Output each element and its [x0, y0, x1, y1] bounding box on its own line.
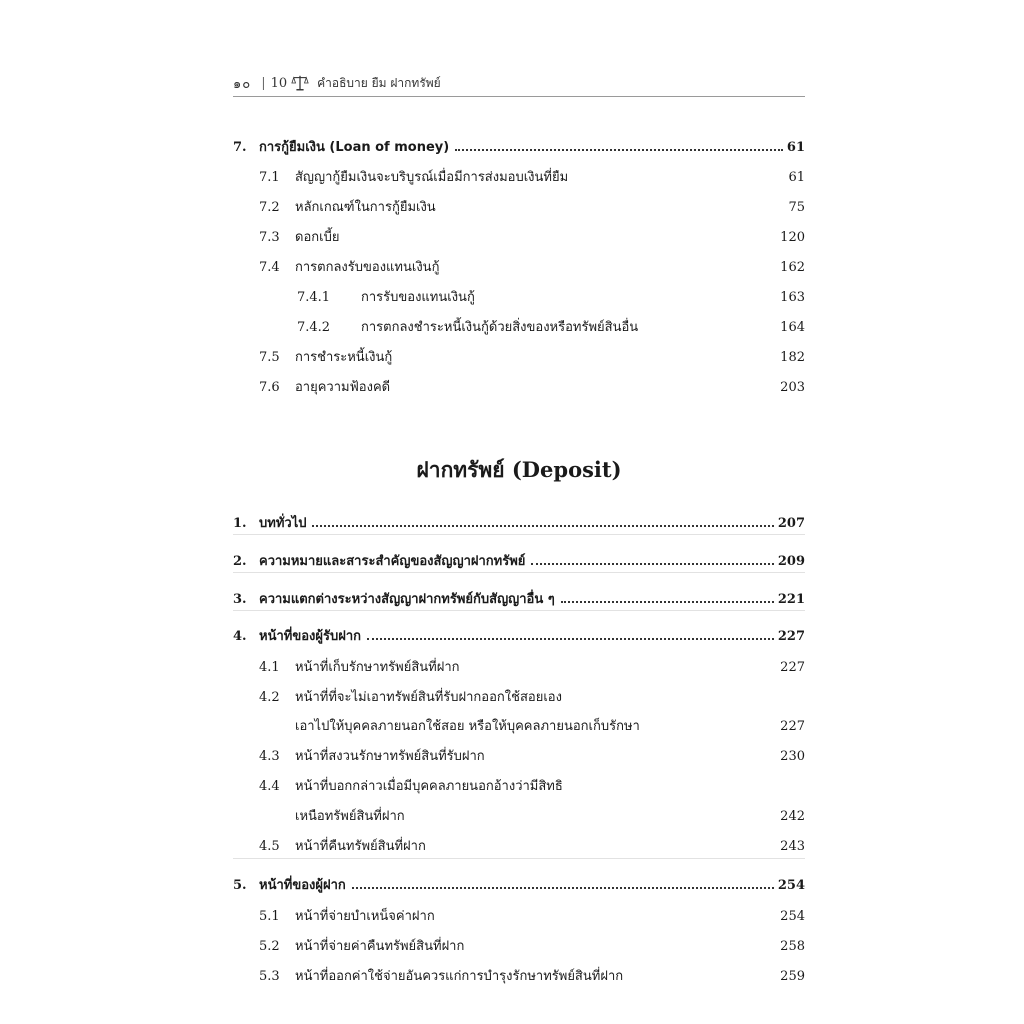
toc-entry-4-1[interactable] [233, 656, 805, 677]
toc-entry-7-1[interactable] [233, 166, 805, 187]
entry-number: 7. [233, 140, 247, 155]
dot-leader [561, 601, 774, 603]
entry-page: 207 [777, 516, 805, 531]
entry-label: หน้าที่สงวนรักษาทรัพย์สินที่รับฝาก [295, 749, 485, 764]
toc-entry-7[interactable] [233, 136, 805, 157]
entry-number: 5. [233, 878, 247, 893]
entry-number: 7.1 [259, 170, 280, 185]
entry-page: 227 [777, 629, 805, 644]
section-title-deposit [233, 454, 805, 487]
toc-entry-5-2[interactable] [233, 935, 805, 956]
entry-page: 209 [777, 554, 805, 569]
entry-page: 61 [786, 140, 805, 155]
dot-leader [352, 887, 774, 889]
divider [233, 610, 805, 611]
entry-label: การรับของแทนเงินกู้ [361, 290, 475, 305]
entry-number: 1. [233, 516, 247, 531]
toc-entry-4-3[interactable] [233, 745, 805, 766]
entry-label: หน้าที่ที่จะไม่เอาทรัพย์สินที่รับฝากออกใช้สอยเอง [295, 690, 562, 705]
entry-number: 2. [233, 554, 247, 569]
entry-page: 254 [777, 878, 805, 893]
entry-page: 230 [780, 749, 805, 764]
page-number-arabic: 10 [270, 75, 288, 91]
entry-label: หน้าที่คืนทรัพย์สินที่ฝาก [295, 839, 426, 854]
entry-page: 258 [780, 939, 805, 954]
toc-entry-4-4-continued[interactable] [233, 805, 805, 826]
entry-page: 227 [780, 660, 805, 675]
entry-number: 7.4.2 [297, 320, 331, 335]
toc-entry-7-6[interactable] [233, 376, 805, 397]
entry-page: 243 [780, 839, 805, 854]
entry-label: ความหมายและสาระสำคัญของสัญญาฝากทรัพย์ [259, 554, 526, 569]
header-separator: | [261, 75, 266, 91]
entry-label: อายุความฟ้องคดี [295, 380, 391, 395]
entry-label: หน้าที่ออกค่าใช้จ่ายอันควรแก่การบำรุงรักษาทรัพย์สินที่ฝาก [295, 969, 624, 984]
entry-number: 5.1 [259, 909, 280, 924]
entry-label: หน้าที่บอกกล่าวเมื่อมีบุคคลภายนอกอ้างว่ามีสิทธิ [295, 779, 563, 794]
scales-of-justice-icon [291, 74, 309, 92]
entry-page: 221 [777, 592, 805, 607]
entry-number: 7.6 [259, 380, 280, 395]
dot-leader [531, 563, 773, 565]
toc-entry-2[interactable] [233, 550, 805, 571]
section-title-english: (Deposit) [511, 457, 622, 482]
entry-page: 162 [780, 260, 805, 275]
section-title-thai: ฝากทรัพย์ [416, 458, 505, 482]
entry-label: หน้าที่เก็บรักษาทรัพย์สินที่ฝาก [295, 660, 460, 675]
entry-number: 4.2 [259, 690, 280, 705]
toc-entry-7-4[interactable] [233, 256, 805, 277]
entry-page: 163 [780, 290, 805, 305]
toc-entry-1[interactable] [233, 512, 805, 533]
entry-label: หน้าที่ของผู้รับฝาก [259, 629, 362, 644]
entry-page: 259 [780, 969, 805, 984]
entry-number: 7.5 [259, 350, 280, 365]
entry-label: การชำระหนี้เงินกู้ [295, 350, 393, 365]
entry-label: หลักเกณฑ์ในการกู้ยืมเงิน [295, 200, 436, 215]
dot-leader [455, 149, 783, 151]
toc-entry-7-4-1[interactable] [233, 286, 805, 307]
toc-entry-4-2[interactable] [233, 686, 805, 707]
entry-page: 164 [780, 320, 805, 335]
entry-label: การตกลงชำระหนี้เงินกู้ด้วยสิ่งของหรือทรัพย์สินอื่น [361, 320, 639, 335]
entry-label: ดอกเบี้ย [295, 230, 340, 245]
entry-label: การกู้ยืมเงิน (Loan of money) [259, 140, 450, 155]
toc-entry-7-5[interactable] [233, 346, 805, 367]
entry-number: 7.4 [259, 260, 280, 275]
entry-label: การตกลงรับของแทนเงินกู้ [295, 260, 440, 275]
entry-page: 61 [788, 170, 805, 185]
dot-leader [312, 525, 773, 527]
entry-label: หน้าที่จ่ายบำเหน็จค่าฝาก [295, 909, 435, 924]
divider [233, 534, 805, 535]
running-header [233, 72, 805, 97]
toc-entry-7-3[interactable] [233, 226, 805, 247]
entry-number: 7.4.1 [297, 290, 331, 305]
toc-entry-5-1[interactable] [233, 905, 805, 926]
divider [233, 572, 805, 573]
entry-page: 120 [780, 230, 805, 245]
entry-label: เอาไปให้บุคคลภายนอกใช้สอย หรือให้บุคคลภายนอกเก็บรักษา [295, 719, 640, 734]
entry-page: 182 [780, 350, 805, 365]
book-title: คำอธิบาย ยืม ฝากทรัพย์ [317, 75, 441, 90]
entry-number: 7.2 [259, 200, 280, 215]
entry-page: 254 [780, 909, 805, 924]
entry-number: 4. [233, 629, 247, 644]
toc-entry-7-4-2[interactable] [233, 316, 805, 337]
entry-label: ความแตกต่างระหว่างสัญญาฝากทรัพย์กับสัญญาอื่น ๆ [259, 592, 555, 607]
entry-number: 4.5 [259, 839, 280, 854]
entry-number: 5.2 [259, 939, 280, 954]
entry-number: 4.1 [259, 660, 280, 675]
toc-entry-5-3[interactable] [233, 965, 805, 986]
entry-number: 5.3 [259, 969, 280, 984]
entry-number: 4.3 [259, 749, 280, 764]
page-number-thai: ๑๐ [233, 76, 252, 92]
toc-entry-3[interactable] [233, 588, 805, 609]
entry-page: 242 [780, 809, 805, 824]
entry-page: 227 [780, 719, 805, 734]
toc-entry-7-2[interactable] [233, 196, 805, 217]
entry-label: หน้าที่จ่ายค่าคืนทรัพย์สินที่ฝาก [295, 939, 465, 954]
toc-entry-4-2-continued[interactable] [233, 715, 805, 736]
entry-label: หน้าที่ของผู้ฝาก [259, 878, 346, 893]
toc-entry-4[interactable] [233, 625, 805, 646]
divider [233, 858, 805, 859]
entry-number: 3. [233, 592, 247, 607]
entry-number: 7.3 [259, 230, 280, 245]
book-page [233, 72, 805, 984]
toc-entry-4-5[interactable] [233, 835, 805, 856]
toc-entry-4-4[interactable] [233, 775, 805, 796]
entry-page: 203 [780, 380, 805, 395]
entry-label: สัญญากู้ยืมเงินจะบริบูรณ์เมื่อมีการส่งมอบเงินที่ยืม [295, 170, 569, 185]
entry-label: เหนือทรัพย์สินที่ฝาก [295, 809, 405, 824]
dot-leader [367, 638, 774, 640]
toc-entry-5[interactable] [233, 874, 805, 895]
entry-number: 4.4 [259, 779, 280, 794]
entry-label: บททั่วไป [259, 516, 307, 531]
entry-page: 75 [788, 200, 805, 215]
